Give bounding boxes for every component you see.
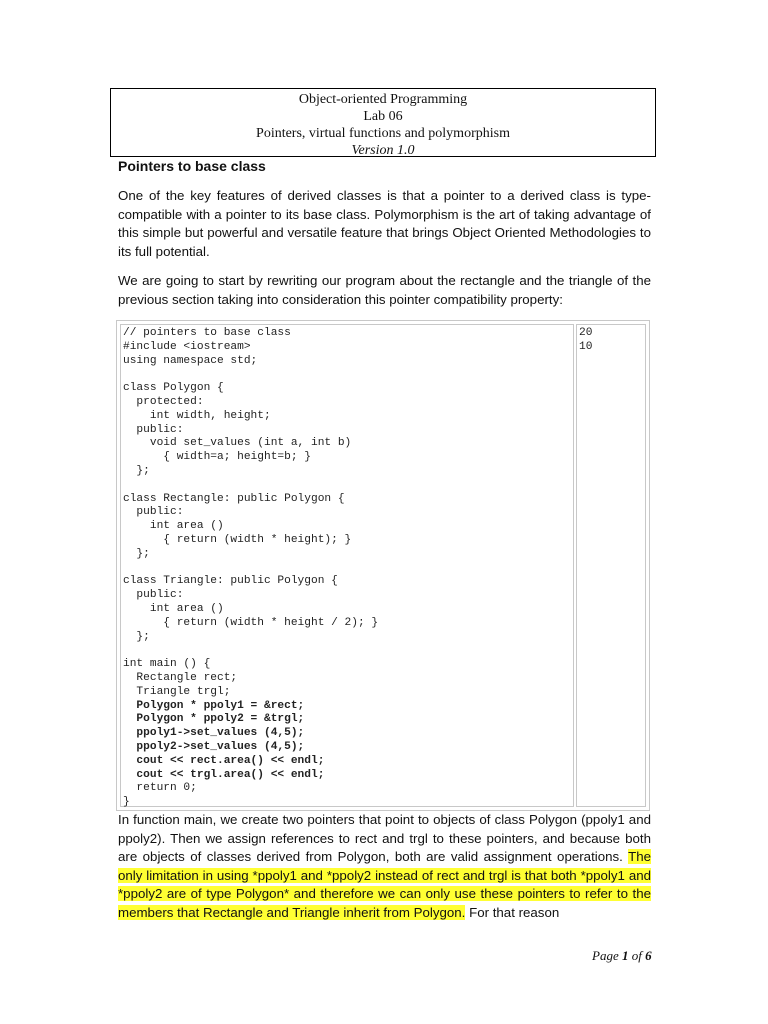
code-line: int area ()	[123, 520, 224, 533]
page-total: 6	[645, 948, 652, 963]
code-line: }	[123, 796, 130, 809]
code-example-table	[116, 320, 650, 811]
code-line: };	[123, 630, 150, 643]
code-line: };	[123, 547, 150, 560]
program-output	[576, 324, 646, 807]
code-line: public:	[123, 589, 184, 602]
code-line: ppoly1->set_values (4,5);	[123, 727, 305, 740]
explanation-paragraph	[118, 811, 651, 922]
code-line: };	[123, 464, 150, 477]
code-line: using namespace std;	[123, 354, 258, 367]
code-line: { return (width * height); }	[123, 533, 352, 546]
code-block	[121, 325, 573, 810]
lab-number: Lab 06	[363, 109, 403, 124]
code-line: Polygon * ppoly2 = &trgl;	[123, 713, 305, 726]
output-block	[577, 325, 645, 355]
course-title: Object-oriented Programming	[298, 92, 468, 107]
code-line: Triangle trgl;	[123, 685, 231, 698]
code-line: { width=a; height=b; }	[123, 451, 311, 464]
code-line: public:	[123, 423, 184, 436]
code-line: void set_values (int a, int b)	[123, 437, 352, 450]
output-line: 20	[579, 327, 593, 339]
highlighted-text: The only limitation in using *ppoly1 and *ppoly2 instead of rect and trgl is that both *ppoly1 and *ppoly2 are of type Polygon* and therefore we can only use these pointers to refer to the members that Rectangle and Triangle inherit from Polygon.	[118, 849, 651, 920]
code-line	[123, 368, 573, 382]
code-line: class Triangle: public Polygon {	[123, 575, 338, 588]
code-line: #include <iostream>	[123, 340, 251, 353]
code-line: int width, height;	[123, 409, 271, 422]
page-current: 1	[621, 948, 629, 963]
version-label: Version 1.0	[351, 143, 415, 158]
code-line	[123, 479, 573, 493]
code-line: { return (width * height / 2); }	[123, 616, 379, 629]
page-number	[592, 948, 652, 964]
code-line: class Polygon {	[123, 382, 224, 395]
code-line: cout << trgl.area() << endl;	[123, 768, 325, 781]
page-word: Page	[592, 948, 619, 963]
explanation-text: In function main, we create two pointers that point to objects of class Polygon (ppoly1 and ppoly2). Then we assign references to rect and trgl to these pointers, and because both are objects of classes derived from Polygon, both are valid assignment operations.	[118, 812, 651, 864]
code-line: return 0;	[123, 782, 197, 795]
rewrite-paragraph: We are going to start by rewriting our program about the rectangle and the triangle of the previous section taking into consideration this pointer compatibility property:	[118, 273, 651, 307]
code-line	[123, 644, 573, 658]
output-line: 10	[579, 340, 593, 353]
code-line: Polygon * ppoly1 = &rect;	[123, 699, 305, 712]
code-line: int area ()	[123, 602, 224, 615]
code-line: int main () {	[123, 658, 211, 671]
code-line	[123, 562, 573, 576]
section-heading: Pointers to base class	[118, 158, 266, 174]
intro-paragraph: One of the key features of derived classes is that a pointer to a derived class is type-compatible with a pointer to its base class. Polymorphism is the art of taking advantage of this simple but powerful and versatile feature that brings Object Oriented Methodologies to its full potential.	[118, 188, 651, 259]
code-line: protected:	[123, 395, 204, 408]
of-word: of	[631, 948, 642, 963]
code-listing	[120, 324, 574, 807]
code-line: ppoly2->set_values (4,5);	[123, 740, 305, 753]
document-header	[110, 88, 656, 157]
code-line: public:	[123, 506, 184, 519]
code-line: Rectangle rect;	[123, 671, 238, 684]
lab-topic: Pointers, virtual functions and polymorphism	[256, 126, 510, 141]
code-line: class Rectangle: public Polygon {	[123, 492, 345, 505]
code-line: cout << rect.area() << endl;	[123, 754, 325, 767]
code-line: // pointers to base class	[123, 327, 291, 339]
explanation-tail: For that reason	[465, 904, 560, 920]
